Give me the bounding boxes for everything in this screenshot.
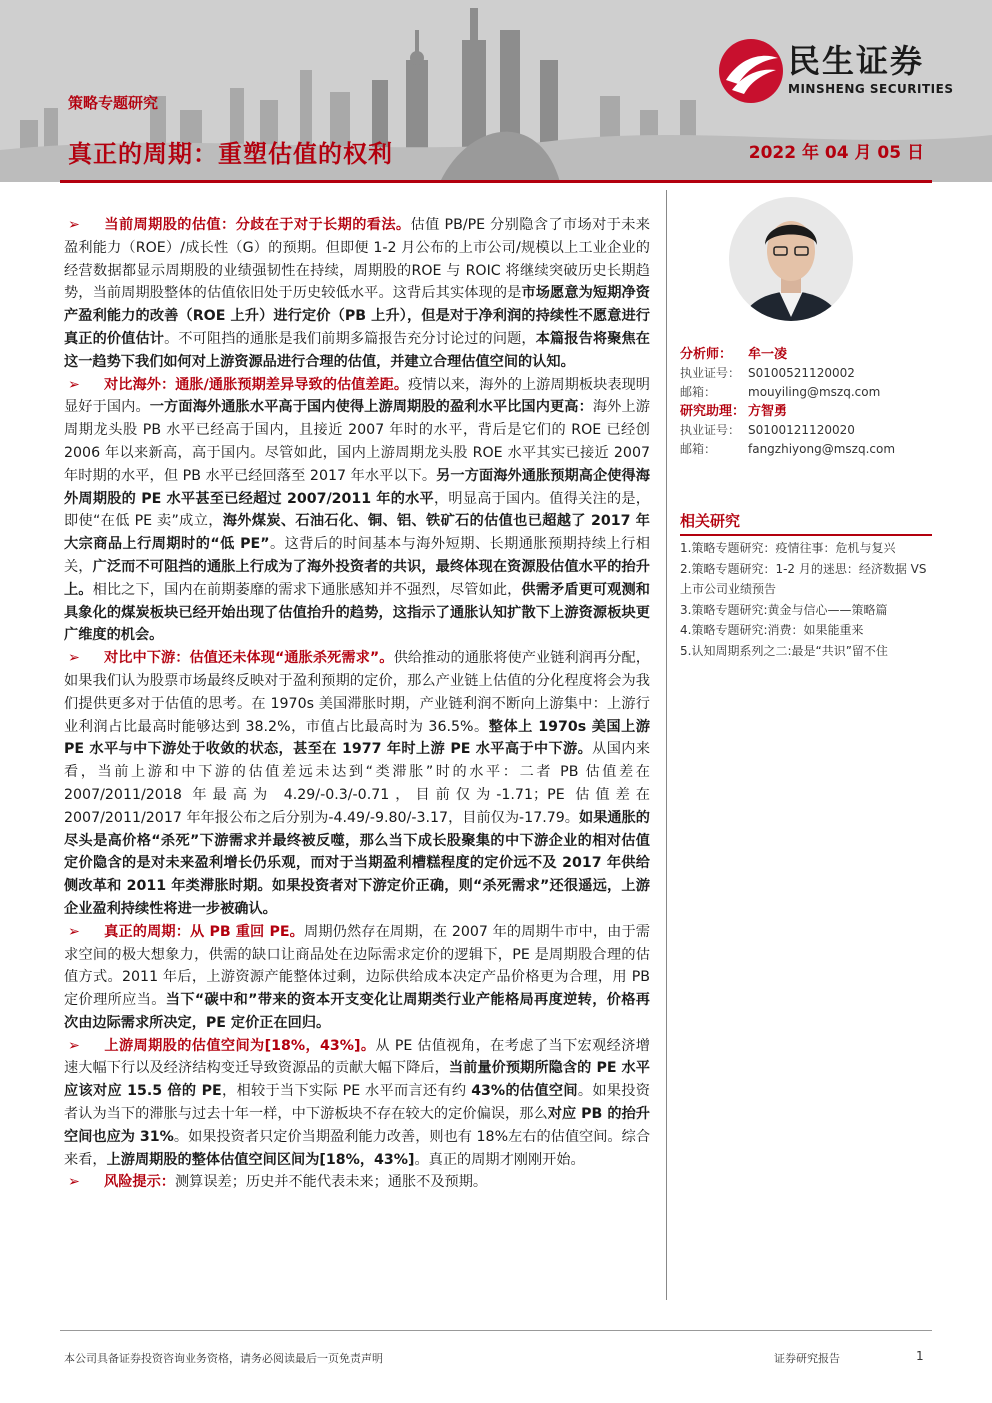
assistant-cert: S0100121120020 — [748, 423, 855, 437]
arrow-right-icon: ➢ — [68, 650, 80, 667]
minsheng-logo-icon — [718, 36, 784, 106]
analyst-role: 分析师： — [680, 347, 733, 362]
bullet-text-bold: 海外煤炭、石油石化、铜、铝、铁矿石的估值也已超越了 2017 年大宗商品上行周期时的“低 PE” — [64, 513, 650, 553]
arrow-right-icon: ➢ — [68, 1174, 80, 1191]
bullet-text: 疫情以来，海外的上游周期板块表现明显好于国内。 — [64, 376, 650, 416]
related-research-list — [680, 538, 932, 661]
bullet-heading: 对比中下游：估值还未体现“通胀杀死需求”。 — [104, 650, 394, 667]
summary-bullet — [64, 921, 650, 1035]
bullet-text: ，相较于当下实际 PE 水平而言还有约 — [221, 1083, 472, 1100]
bullet-text: 。如果投资者只定价当期盈利能力改善，则也有 18%左右的估值空间。综合来看， — [64, 1128, 651, 1168]
report-title: 真正的周期：重塑估值的权利 — [68, 140, 393, 168]
summary-bullet — [64, 1035, 650, 1172]
bullet-text: 海外上游周期龙头股 PB 水平已经高于国内，且接近 2007 年时的水平，背后是它们的 ROE 已经创 2006 年以来新高，高于国内。尽管如此，国内上游周期龙头股 ROE 水平其实已接近 2007 年时期的水平，但 PB 水平已经回落至 2017 年水平以下。 — [64, 399, 650, 484]
bullet-text: 相比之下，国内在前期萎靡的需求下通胀感知并不强烈，尽管如此， — [92, 581, 522, 598]
assistant-role: 研究助理： — [680, 404, 746, 419]
footer-divider — [60, 1330, 932, 1331]
arrow-right-icon: ➢ — [68, 923, 80, 940]
company-logo — [718, 36, 968, 106]
analyst-info — [680, 345, 930, 459]
bullet-text-bold: 供需矛盾更可观测和具象化的煤炭板块已经开始出现了估值抬升的趋势，这指示了通胀认知扩散下上游资源板块更广维度的机会。 — [64, 581, 650, 644]
bullet-text-bold: 对应 PB 的抬升空间也应为 31% — [64, 1106, 650, 1145]
related-research-title: 相关研究 — [680, 512, 741, 530]
bullet-text-bold: 另一方面海外通胀预期高企使得海外周期股的 PE 水平甚至已经超过 2007/2011 年的水平 — [64, 467, 650, 507]
bullet-heading: 上游周期股的估值空间为[18%，43%]。 — [104, 1037, 376, 1054]
analyst-name: 牟一凌 — [748, 347, 788, 362]
bullet-heading: 对比海外：通胀/通胀预期差异导致的估值差距。 — [104, 376, 409, 393]
page-number: 1 — [916, 1349, 924, 1363]
assistant-email[interactable]: fangzhiyong@mszq.com — [748, 442, 896, 456]
analyst-cert-label: 执业证号： — [680, 366, 741, 380]
related-research-item[interactable]: 2.策略专题研究：1-2 月的迷思：经济数据 VS — [680, 561, 927, 576]
logo-name-cn: 民生证券 — [788, 42, 925, 80]
bullet-text-bold: 当下“碳中和”带来的资本开支变化让周期类行业产能格局再度逆转，价格再次由边际需求所决定，PE 定价正在回归。 — [64, 992, 650, 1031]
bullet-text-bold: 上游周期股的整体估值空间区间为[18%，43%] — [106, 1151, 415, 1168]
related-research-item[interactable]: 5.认知周期系列之二:最是“共识”留不住 — [680, 643, 888, 658]
bullet-text-bold: 市场愿意为短期净资产盈利能力的改善（ROE 上升）进行定价（PB 上升），但是对于净利润的持续性不愿意进行真正的价值估计 — [64, 285, 650, 347]
related-research-item[interactable]: 1.策略专题研究：疫情往事：危机与复兴 — [680, 541, 896, 555]
header-divider — [60, 180, 932, 183]
assistant-cert-label: 执业证号： — [680, 423, 741, 437]
related-research-item[interactable]: 上市公司业绩预告 — [680, 582, 777, 596]
bullet-text-bold: 广泛而不可阻挡的通胀上行成为了海外投资者的共识，最终体现在资源股估值水平的抬升上。 — [64, 558, 650, 598]
bullet-text: 供给推动的通胀将使产业链利润再分配，如果我们认为股票市场最终反映对于盈利预期的定价，那么产业链上估值的分化程度将会为我们提供更多对于估值的思考。在 1970s 美国滞胀时期，产业链利润不断向上游集中：上游行业利润占比最高时能够达到 38.2%，市值占比最高时为 36.5%。 — [64, 650, 650, 735]
bullet-text: 从 PE 估值视角，在考虑了当下宏观经济增速大幅下行以及经济结构变迁导致资源品的贡献大幅下降后， — [64, 1037, 650, 1077]
related-research-divider — [680, 534, 932, 536]
bullet-text-bold: 43%的估值空间 — [471, 1083, 578, 1100]
bullet-text-bold: 如果通胀的尽头是高价格“杀死”下游需求并最终被反噬，那么当下成长股聚集的中下游企业的相对估值定价隐含的是对未来盈利增长仍乐观，而对于当期盈利槽糕程度的定价远不及 2017 年供给侧改革和 2011 年类滞胀时期。如果投资者对下游定价正确，则“杀死需求”还很遥远，上游企业盈利持续性将进一步被确认。 — [64, 809, 650, 917]
bullet-text-bold: 整体上 1970s 美国上游 PE 水平与中下游处于收敛的状态，甚至在 1977 年时上游 PE 水平高于中下游。 — [64, 718, 650, 758]
bullet-text: 。这背后的时间基本与海外短期、长期通胀预期持续上行相关， — [64, 536, 650, 575]
column-divider — [666, 190, 667, 1300]
report-category: 策略专题研究 — [68, 94, 159, 112]
analyst-portrait-icon — [729, 189, 853, 341]
bullet-text-bold: 本篇报告将聚焦在这一趋势下我们如何对上游资源品进行合理的估值，并建立合理估值空间的认知。 — [64, 330, 650, 370]
bullet-text: 估值 PB/PE 分别隐含了市场对于未来盈利能力（ROE）/成长性（G）的预期。但即便 1-2 月公布的上市公司/规模以上工业企业的经营数据都显示周期股的业绩强韧性在持续，周期股的ROE 与 ROIC 将继续突破历史长期趋势，当前周期股整体的估值依旧处于历史较低水平。这背后其实体现的是 — [64, 217, 650, 302]
header-banner — [0, 0, 992, 182]
assistant-email-label: 邮箱： — [680, 442, 717, 456]
summary-bullet — [64, 214, 650, 374]
related-research-item[interactable]: 4.策略专题研究:消费：如果能重来 — [680, 623, 864, 637]
summary-body — [64, 214, 650, 1194]
footer-doc-type: 证券研究报告 — [774, 1352, 840, 1365]
bullet-heading: 风险提示： — [104, 1174, 175, 1191]
analyst-email-label: 邮箱： — [680, 385, 717, 399]
summary-bullet — [64, 647, 650, 921]
bullet-heading: 真正的周期：从 PB 重回 PE。 — [104, 923, 304, 940]
bullet-heading: 当前周期股的估值：分歧在于对于长期的看法。 — [104, 217, 411, 233]
logo-name-en: MINSHENG SECURITIES — [788, 82, 954, 96]
bullet-text: 周期仍然存在周期，在 2007 年的周期牛市中，由于需求空间的极大想象力，供需的缺口让商品处在边际需求定价的逻辑下，PE 是周期股合理的估值方式。2011 年后，上游资源产能整体过剩，边际供给成本决定产品价格更为合理，用 PB 定价理所应当。 — [64, 923, 650, 1009]
footer-disclaimer: 本公司具备证券投资咨询业务资格，请务必阅读最后一页免责声明 — [64, 1352, 383, 1365]
report-date: 2022 年 04 月 05 日 — [748, 143, 924, 163]
arrow-right-icon: ➢ — [68, 217, 80, 233]
bullet-text: 。真正的周期才刚刚开始。 — [414, 1151, 585, 1168]
summary-bullet — [64, 1171, 650, 1194]
bullet-text-bold: 一方面海外通胀水平高于国内使得上游周期股的盈利水平比国内更高： — [149, 399, 593, 416]
bullet-text: 测算误差；历史并不能代表未来；通胀不及预期。 — [174, 1174, 488, 1191]
arrow-right-icon: ➢ — [68, 376, 80, 393]
bullet-text-bold: 当前量价预期所隐含的 PE 水平应该对应 15.5 倍的 PE — [64, 1060, 650, 1100]
related-research-item[interactable]: 3.策略专题研究:黄金与信心——策略篇 — [680, 602, 888, 617]
summary-bullet — [64, 374, 650, 648]
bullet-text: 。不可阻挡的通胀是我们前期多篇报告充分讨论过的问题， — [164, 330, 536, 347]
arrow-right-icon: ➢ — [68, 1037, 80, 1054]
bullet-text: 。如果投资者认为当下的滞胀与过去十年一样，中下游板块不存在较大的定价偏误，那么 — [64, 1083, 650, 1123]
analyst-cert: S0100521120002 — [748, 366, 855, 380]
bullet-text: 从国内来看，当前上游和中下游的估值差远未达到“类滞胀”时的水平：二者 PB 估值差在 2007/2011/2018 年最高为 4.29/-0.3/-0.71，目前仅为-1.71；PE 估值差在 2007/2011/2017 年年报公布之后分别为-4.49/-9.80/-3.17，目前仅为-17.79。 — [64, 741, 650, 826]
bullet-text: ，明显高于国内。值得关注的是，即使“在低 PE 卖”成立， — [64, 490, 650, 530]
assistant-name: 方智勇 — [748, 404, 788, 419]
analyst-email[interactable]: mouyiling@mszq.com — [748, 385, 881, 399]
